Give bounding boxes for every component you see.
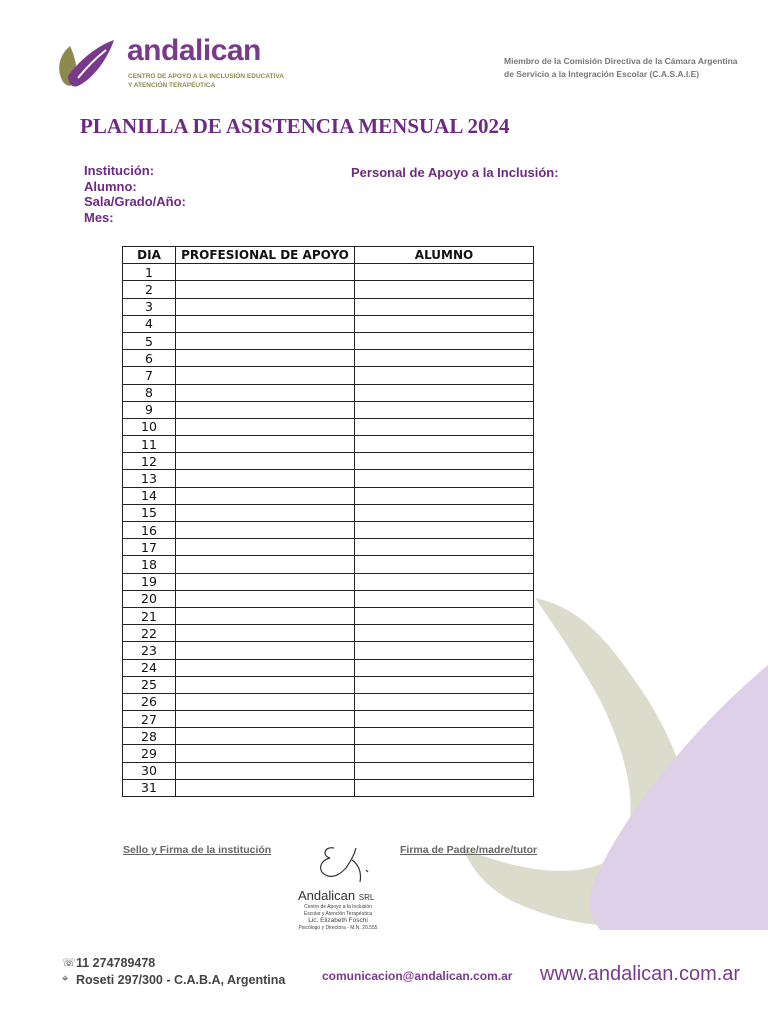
day-number-cell: 8 [123,384,176,401]
day-number-cell: 14 [123,487,176,504]
profesional-cell[interactable] [176,470,355,487]
table-row [123,315,534,332]
profesional-cell[interactable] [176,418,355,435]
field-mes: Mes: [84,209,114,225]
table-row [123,367,534,384]
company-stamp [288,842,398,942]
alumno-cell[interactable] [355,659,534,676]
table-row [123,539,534,556]
field-institucion: Institución: [84,163,155,178]
logo-tagline [128,72,284,90]
day-number-cell: 22 [123,625,176,642]
stamp-suffix: SRL [358,893,375,902]
logo-tagline-line-1: CENTRO DE APOYO A LA INCLUSIÓN EDUCATIVA [128,73,284,80]
alumno-cell[interactable] [355,676,534,693]
profesional-cell[interactable] [176,573,355,590]
day-number-cell: 23 [123,642,176,659]
table-row [123,504,534,521]
table-row [123,779,534,796]
profesional-cell[interactable] [176,401,355,418]
table-row [123,607,534,624]
alumno-cell[interactable] [355,384,534,401]
attendance-table-body [123,264,534,797]
day-number-cell: 11 [123,436,176,453]
alumno-cell[interactable] [355,711,534,728]
table-row [123,625,534,642]
profesional-cell[interactable] [176,779,355,796]
table-row [123,453,534,470]
profesional-cell[interactable] [176,607,355,624]
attendance-header-row [123,247,534,264]
day-number-cell: 17 [123,539,176,556]
table-row [123,693,534,710]
alumno-cell[interactable] [355,487,534,504]
alumno-cell[interactable] [355,642,534,659]
profesional-cell[interactable] [176,762,355,779]
table-row [123,728,534,745]
alumno-cell[interactable] [355,401,534,418]
form-fields [84,163,186,225]
table-row [123,573,534,590]
table-row [123,556,534,573]
table-row [123,470,534,487]
stamp-line-2: Escolar y Atención Terapéutica [303,910,373,917]
alumno-cell[interactable] [355,453,534,470]
logo-tagline-line-2: Y ATENCIÓN TERAPÉUTICA [128,82,216,89]
table-row [123,642,534,659]
profesional-cell[interactable] [176,436,355,453]
profesional-cell[interactable] [176,642,355,659]
alumno-cell[interactable] [355,522,534,539]
day-number-cell: 29 [123,745,176,762]
header-alumno: ALUMNO [355,247,534,264]
day-number-cell: 1 [123,264,176,281]
table-row [123,264,534,281]
profesional-cell[interactable] [176,745,355,762]
alumno-cell[interactable] [355,436,534,453]
day-number-cell: 5 [123,332,176,349]
institution-signature-label: Sello y Firma de la institución [123,844,272,856]
profesional-cell[interactable] [176,693,355,710]
day-number-cell: 10 [123,418,176,435]
day-number-cell: 13 [123,470,176,487]
footer-contact [62,954,285,988]
day-number-cell: 27 [123,711,176,728]
profesional-cell[interactable] [176,264,355,281]
profesional-cell[interactable] [176,504,355,521]
location-pin-icon: ⌖ [62,973,69,985]
table-row [123,384,534,401]
alumno-cell[interactable] [355,693,534,710]
profesional-cell[interactable] [176,453,355,470]
day-number-cell: 9 [123,401,176,418]
profesional-cell[interactable] [176,487,355,504]
day-number-cell: 25 [123,676,176,693]
profesional-cell[interactable] [176,728,355,745]
table-row [123,332,534,349]
day-number-cell: 18 [123,556,176,573]
document-title: PLANILLA DE ASISTENCIA MENSUAL 2024 [80,114,510,138]
alumno-cell[interactable] [355,332,534,349]
footer-address-row [62,971,285,988]
alumno-cell[interactable] [355,779,534,796]
table-row [123,436,534,453]
header-dia: DIA [123,247,176,264]
header-profesional: PROFESIONAL DE APOYO [176,247,355,264]
alumno-cell[interactable] [355,573,534,590]
profesional-cell[interactable] [176,590,355,607]
field-sala: Sala/Grado/Año: [84,194,186,209]
day-number-cell: 4 [123,315,176,332]
stamp-name: Andalican [298,888,356,903]
profesional-cell[interactable] [176,315,355,332]
day-number-cell: 30 [123,762,176,779]
day-number-cell: 20 [123,590,176,607]
day-number-cell: 6 [123,350,176,367]
profesional-cell[interactable] [176,556,355,573]
alumno-cell[interactable] [355,762,534,779]
table-row [123,401,534,418]
membership-note [504,55,738,81]
day-number-cell: 16 [123,522,176,539]
profesional-cell[interactable] [176,384,355,401]
alumno-cell[interactable] [355,315,534,332]
footer-email[interactable]: comunicacion@andalican.com.ar [322,969,513,983]
stamp-line-1: Centro de Apoyo a la Inclusión [304,904,372,910]
table-row [123,281,534,298]
alumno-cell[interactable] [355,504,534,521]
alumno-cell[interactable] [355,350,534,367]
alumno-cell[interactable] [355,264,534,281]
stamp-line-4: Psicólogo y Directora - M.N. 20.555 [298,925,378,931]
footer-phone-row [62,954,285,971]
profesional-cell[interactable] [176,350,355,367]
alumno-cell[interactable] [355,745,534,762]
logo-name: andalican [127,34,261,67]
footer-phone: 11 274789478 [76,955,156,970]
parent-signature-label: Firma de Padre/madre/tutor [400,844,538,856]
alumno-cell[interactable] [355,298,534,315]
table-row [123,350,534,367]
stamp-line-3: Lic. Elizabeth Foschi [308,917,368,924]
table-row [123,590,534,607]
day-number-cell: 21 [123,607,176,624]
profesional-cell[interactable] [176,522,355,539]
profesional-cell[interactable] [176,281,355,298]
membership-line-1: Miembro de la Comisión Directiva de la Cámara Argentina [504,56,738,66]
day-number-cell: 31 [123,779,176,796]
day-number-cell: 26 [123,693,176,710]
stamp-details [288,904,388,932]
profesional-cell[interactable] [176,711,355,728]
whatsapp-icon: ☏ [62,957,76,969]
profesional-cell[interactable] [176,367,355,384]
day-number-cell: 2 [123,281,176,298]
day-number-cell: 7 [123,367,176,384]
table-row [123,487,534,504]
day-number-cell: 3 [123,298,176,315]
alumno-cell[interactable] [355,539,534,556]
profesional-cell[interactable] [176,659,355,676]
table-row [123,676,534,693]
membership-line-2: de Servicio a la Integración Escolar (C.A.S.A.I.E) [504,69,700,79]
alumno-cell[interactable] [355,556,534,573]
profesional-cell[interactable] [176,625,355,642]
stamp-company-name [298,888,374,903]
field-alumno: Alumno: [84,178,137,194]
field-personal-apoyo: Personal de Apoyo a la Inclusión: [351,165,559,180]
table-row [123,762,534,779]
table-row [123,659,534,676]
alumno-cell[interactable] [355,590,534,607]
table-row [123,418,534,435]
profesional-cell[interactable] [176,539,355,556]
table-row [123,711,534,728]
table-row [123,298,534,315]
alumno-cell[interactable] [355,470,534,487]
day-number-cell: 15 [123,504,176,521]
footer-website[interactable]: www.andalican.com.ar [540,963,741,985]
alumno-cell[interactable] [355,281,534,298]
alumno-cell[interactable] [355,607,534,624]
profesional-cell[interactable] [176,332,355,349]
day-number-cell: 28 [123,728,176,745]
alumno-cell[interactable] [355,728,534,745]
logo-mark-icon [56,38,118,90]
footer-address: Roseti 297/300 - C.A.B.A, Argentina [76,972,286,987]
alumno-cell[interactable] [355,367,534,384]
table-row [123,522,534,539]
handwritten-signature [306,842,376,888]
profesional-cell[interactable] [176,676,355,693]
day-number-cell: 12 [123,453,176,470]
alumno-cell[interactable] [355,418,534,435]
alumno-cell[interactable] [355,625,534,642]
day-number-cell: 19 [123,573,176,590]
table-row [123,745,534,762]
profesional-cell[interactable] [176,298,355,315]
attendance-table [122,246,534,797]
day-number-cell: 24 [123,659,176,676]
